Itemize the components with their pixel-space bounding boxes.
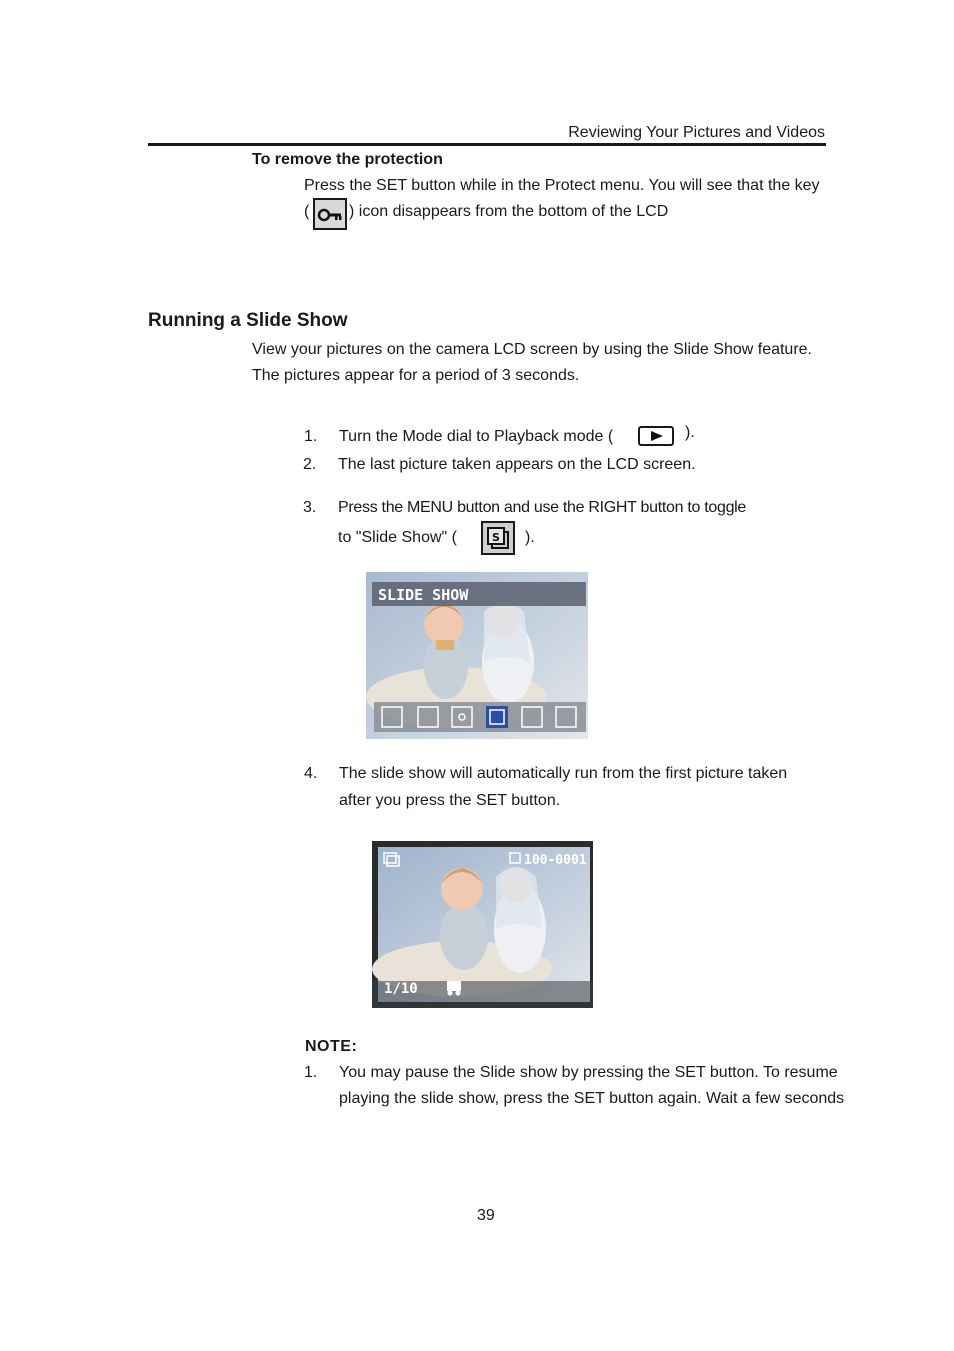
protection-line-1: Press the SET button while in the Protect menu. You will see that the key bbox=[304, 177, 820, 194]
step-1-number: 1. bbox=[304, 428, 318, 445]
note-1-line-1: You may pause the Slide show by pressing the SET button. To resume bbox=[339, 1064, 838, 1081]
protection-line-2-rest: ) icon disappears from the bottom of the LCD bbox=[349, 203, 669, 220]
step-1-text: Turn the Mode dial to Playback mode ( bbox=[339, 428, 614, 445]
lcd-file-number: 100-0001 bbox=[524, 853, 587, 868]
protection-heading: To remove the protection bbox=[252, 151, 443, 168]
header-rule bbox=[148, 143, 826, 146]
lcd-slide-show-menu bbox=[366, 572, 588, 739]
step-4-line-2: after you press the SET button. bbox=[339, 792, 561, 809]
step-3-line-1: Press the MENU button and use the RIGHT button to toggle bbox=[338, 499, 747, 516]
intro-line-2: The pictures appear for a period of 3 seconds. bbox=[252, 367, 580, 384]
playback-icon bbox=[638, 426, 674, 446]
intro-line-1: View your pictures on the camera LCD screen by using the Slide Show feature. bbox=[252, 341, 812, 358]
step-3-close: ). bbox=[525, 529, 535, 546]
section-heading: Running a Slide Show bbox=[148, 310, 348, 331]
step-3-line-2: to "Slide Show" ( bbox=[338, 529, 457, 546]
step-4-line-1: The slide show will automatically run from the first picture taken bbox=[339, 765, 788, 782]
step-3-number: 3. bbox=[303, 499, 317, 516]
lcd-slide-show-playing bbox=[372, 841, 593, 1008]
running-header: Reviewing Your Pictures and Videos bbox=[568, 124, 825, 141]
key-icon bbox=[313, 198, 347, 230]
note-heading: NOTE: bbox=[305, 1038, 358, 1055]
page-number: 39 bbox=[477, 1207, 495, 1224]
lcd-title: SLIDE SHOW bbox=[378, 586, 469, 604]
svg-text:S: S bbox=[492, 531, 500, 544]
protection-line-2-open: ( bbox=[304, 203, 310, 220]
lcd-counter: 1/10 bbox=[384, 981, 418, 997]
step-1-close: ). bbox=[685, 424, 695, 441]
note-1-line-2: playing the slide show, press the SET button again. Wait a few seconds bbox=[339, 1090, 845, 1107]
step-4-number: 4. bbox=[304, 765, 318, 782]
slideshow-icon bbox=[481, 521, 515, 555]
step-2-text: The last picture taken appears on the LCD screen. bbox=[338, 456, 696, 473]
note-1-number: 1. bbox=[304, 1064, 318, 1081]
step-2-number: 2. bbox=[303, 456, 317, 473]
